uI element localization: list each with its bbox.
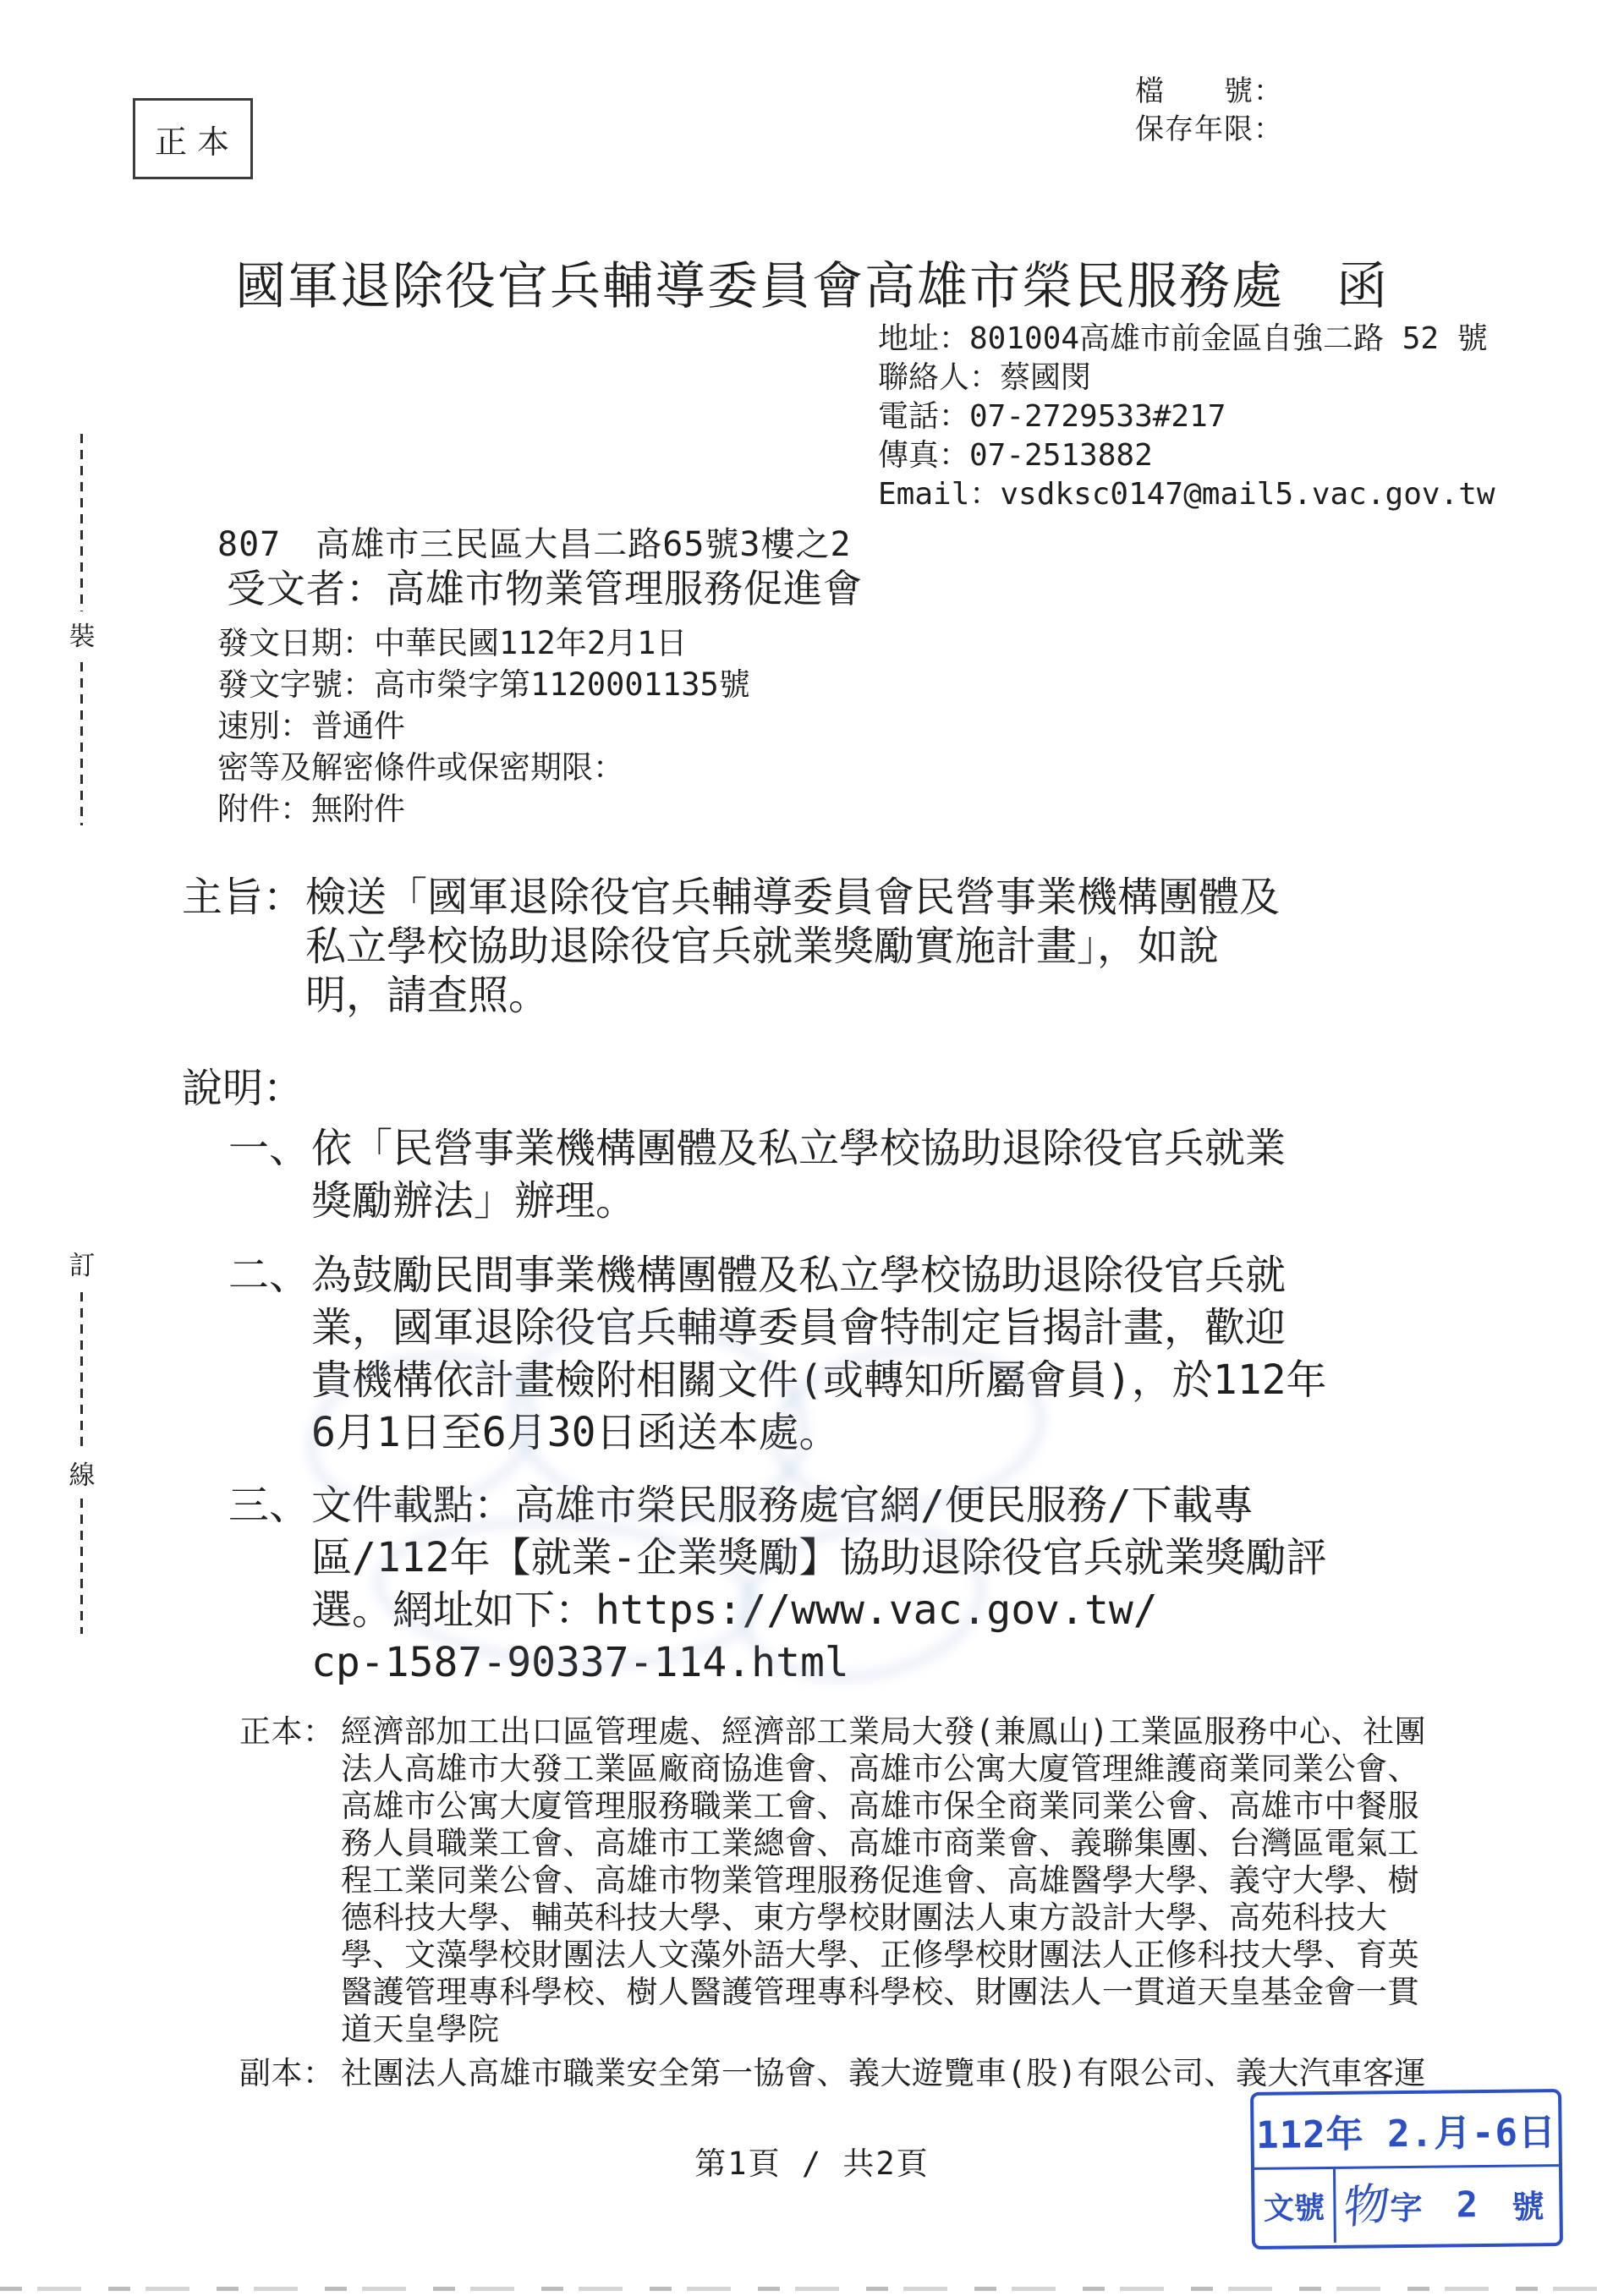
text-line: 務人員職業工會、高雄市工業總會、高雄市商業會、義聯集團、台灣區電氣工 — [341, 1825, 1419, 1861]
item-number: 一、 — [228, 1125, 310, 1172]
item-number: 二、 — [228, 1252, 310, 1299]
text-line: 獎勵辦法」辦理。 — [311, 1177, 637, 1225]
text-line: 業，國軍退除役官兵輔導委員會特制定旨揭計畫，歡迎 — [311, 1304, 1287, 1351]
text-line: 高雄市公寓大廈管理服務職業工會、高雄市保全商業同業公會、高雄市中餐服 — [341, 1788, 1419, 1824]
scan-artifact-line — [0, 2287, 1624, 2291]
item-text — [311, 1122, 1286, 1227]
text-line: 區/112年【就業-企業獎勵】協助退除役官兵就業獎勵評 — [311, 1534, 1327, 1581]
original-recipients-row — [239, 1713, 1426, 2048]
copy-recipients — [341, 2055, 1426, 2092]
file-number-block — [1135, 73, 1283, 149]
text-line: 貴機構依計畫檢附相關文件(或轉知所屬會員)，於112年 — [311, 1356, 1327, 1404]
text-line: 文件載點：高雄市榮民服務處官網/便民服務/下載專 — [311, 1482, 1254, 1529]
distribution-block — [239, 1713, 1426, 2092]
sender-fax: 傳真：07-2513882 — [878, 438, 1153, 473]
subject-text — [305, 873, 1280, 1020]
received-date-stamp — [1250, 2089, 1563, 2249]
description-item-3 — [228, 1479, 1327, 1689]
sender-email: Email：vsdksc0147@mail5.vac.gov.tw — [878, 477, 1495, 512]
item-number: 三、 — [228, 1482, 310, 1529]
meta-speed: 速別：普通件 — [217, 708, 405, 744]
text-line: 學、文藻學校財團法人文藻外語大學、正修學校財團法人正修科技大學、育英 — [341, 1937, 1419, 1973]
binding-char-xian: 線 — [69, 1460, 96, 1491]
meta-security: 密等及解密條件或保密期限： — [217, 749, 624, 786]
recipient-name-line: 受文者：高雄市物業管理服務促進會 — [227, 566, 863, 611]
description-label: 說明： — [182, 1065, 304, 1112]
description-item-1 — [228, 1122, 1286, 1227]
sender-phone: 電話：07-2729533#217 — [878, 399, 1226, 434]
text-line: 社團法人高雄市職業安全第一協會、義大遊覽車(股)有限公司、義大汽車客運 — [341, 2055, 1427, 2091]
stamp-docno-label: 文號 — [1254, 2169, 1336, 2244]
page-indicator: 第1頁 / 共2頁 — [694, 2145, 930, 2182]
stamp-number: 2 — [1456, 2184, 1479, 2226]
text-line: 程工業同業公會、高雄市物業管理服務促進會、高雄醫學大學、義守大學、樹 — [341, 1862, 1419, 1899]
document-title: 國軍退除役官兵輔導委員會高雄市榮民服務處 函 — [235, 257, 1389, 316]
recipient-address: 807 高雄市三民區大昌二路65號3樓之2 — [217, 525, 852, 564]
original-label: 正本： — [239, 1713, 335, 1750]
text-line: 為鼓勵民間事業機構團體及私立學校協助退除役官兵就 — [311, 1252, 1287, 1299]
binding-dashed-line — [80, 434, 83, 611]
item-text — [311, 1249, 1327, 1459]
sender-info-block — [878, 320, 1495, 514]
binding-dashed-line — [80, 1499, 83, 1634]
text-line: 選。網址如下：https://www.vac.gov.tw/ — [311, 1586, 1158, 1634]
file-no-label: 檔 號： — [1135, 74, 1283, 108]
copy-recipients-row — [239, 2055, 1426, 2092]
stamp-word-char: 字 — [1390, 2189, 1423, 2228]
stamp-handwritten-char: 物 — [1341, 2175, 1392, 2236]
meta-doc-number: 發文字號：高市榮字第1120001135號 — [217, 666, 750, 703]
text-line: 私立學校協助退除役官兵就業獎勵實施計畫」，如說 — [305, 923, 1220, 970]
text-line: 德科技大學、輔英科技大學、東方學校財團法人東方設計大學、高苑科技大 — [341, 1899, 1388, 1936]
text-line: 依「民營事業機構團體及私立學校協助退除役官兵就業 — [311, 1125, 1287, 1172]
binding-char-zhuang: 裝 — [69, 622, 96, 652]
text-line: 6月1日至6月30日函送本處。 — [311, 1409, 840, 1456]
item-text — [311, 1479, 1327, 1689]
text-line: cp-1587-90337-114.html — [311, 1639, 849, 1686]
original-recipients — [341, 1713, 1426, 2048]
description-item-2 — [228, 1249, 1327, 1459]
text-line: 明，請查照。 — [305, 972, 550, 1019]
stamp-docno-value — [1336, 2167, 1560, 2243]
text-line: 經濟部加工出口區管理處、經濟部工業局大發(兼鳳山)工業區服務中心、社團 — [341, 1713, 1427, 1750]
stamp-unit-char: 號 — [1512, 2188, 1544, 2226]
text-line: 法人高雄市大發工業區廠商協進會、高雄市公寓大廈管理維護商業同業公會、 — [341, 1751, 1419, 1787]
copy-label: 副本： — [239, 2055, 335, 2091]
binding-dashed-line — [80, 662, 83, 825]
copy-type-label: 正本 — [154, 123, 239, 161]
text-line: 醫護管理專科學校、樹人醫護管理專科學校、財團法人一貫道天皇基金會一貫 — [341, 1974, 1419, 2010]
text-line: 檢送「國軍退除役官兵輔導委員會民營事業機構團體及 — [305, 874, 1281, 921]
subject-section — [182, 873, 1280, 1020]
sender-contact: 聯絡人：蔡國閔 — [878, 360, 1092, 395]
text-line: 道天皇學院 — [341, 2011, 500, 2047]
retention-label: 保存年限： — [1135, 112, 1283, 146]
stamp-date-line: 112年 2.月-6日 — [1254, 2092, 1559, 2170]
stamp-docno-row — [1254, 2167, 1560, 2244]
document-meta-block — [217, 622, 750, 830]
copy-type-box — [133, 98, 253, 179]
binding-dashed-line — [80, 1292, 83, 1453]
meta-issue-date: 發文日期：中華民國112年2月1日 — [217, 625, 688, 661]
sender-address: 地址：801004高雄市前金區自強二路 52 號 — [878, 321, 1488, 356]
binding-char-ding: 訂 — [69, 1251, 96, 1281]
subject-label: 主旨： — [182, 874, 304, 921]
meta-attachment: 附件：無附件 — [217, 791, 405, 827]
